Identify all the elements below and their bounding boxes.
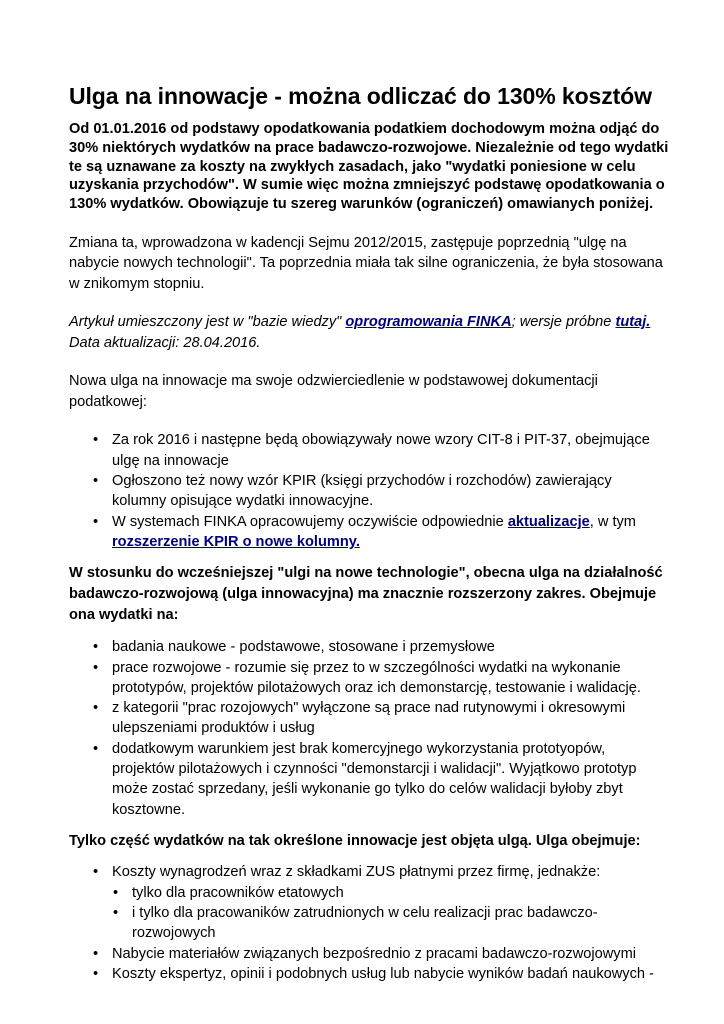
updates-link[interactable]: aktualizacje — [507, 513, 590, 530]
page-title: Ulga na innowacje - można odliczać do 130% kosztów — [69, 83, 652, 109]
article-note-prefix: Artykuł umieszczony jest w "bazie wiedzy" — [69, 314, 346, 331]
trial-versions-link[interactable]: tutaj. — [615, 314, 651, 331]
list-item-text: W systemach FINKA opracowujemy oczywiście odpowiednie — [112, 513, 508, 530]
update-date: Data aktualizacji: 28.04.2016. — [69, 334, 261, 351]
scope-heading: W stosunku do wcześniejszej "ulgi na nowe technologie", obecna ulga na działalność badawczo-rozwojową (ulga innowacyjna) ma znacznie rozszerzony zakres. Obejmuje ona wydatki na: — [69, 565, 663, 624]
article-content — [69, 82, 669, 984]
sub-list-item: • tylko dla pracowników etatowych — [112, 883, 669, 903]
docs-list — [69, 430, 669, 552]
part-list — [69, 862, 669, 984]
intro-paragraph: Zmiana ta, wprowadzona w kadencji Sejmu 2012/2015, zastępuje poprzednią "ulgę na nabycie nowych technologii". Ta poprzednia miała tak silne ograniczenia, że była stosowana w znikomym stopniu. — [69, 234, 663, 292]
article-note-middle: ; wersje próbne — [511, 314, 616, 331]
list-item: • Za rok 2016 i następne będą obowiązywały nowe wzory CIT-8 i PIT-37, obejmujące ulgę na innowacje — [69, 430, 669, 471]
list-item: • badania naukowe - podstawowe, stosowane i przemysłowe — [69, 637, 669, 657]
list-item-text: Koszty wynagrodzeń wraz z składkami ZUS płatnymi przez firmę, jednakże: — [112, 864, 601, 881]
lead-paragraph: Od 01.01.2016 od podstawy opodatkowania podatkiem dochodowym można odjąć do 30% niektórych wydatków na prace badawczo-rozwojowe. Niezależnie od tego wydatki te są uznawane za koszty na zwykłych zasadach, jako "wydatki poniesione w celu uzyskania przychodów". W sumie więc można zmniejszyć podstawę opodatkowania o 130% wydatków. Obowiązuje tu szereg warunków (ograniczeń) omawianych poniżej. — [69, 121, 669, 213]
list-item: • Nabycie materiałów związanych bezpośrednio z pracami badawczo-rozwojowymi — [69, 944, 669, 964]
part-heading: Tylko część wydatków na tak określone innowacje jest objęta ulgą. Ulga obejmuje: — [69, 832, 641, 849]
scope-list — [69, 637, 669, 820]
list-item: • dodatkowym warunkiem jest brak komercyjnego wykorzystania prototyopów, projektów pilotażowych i czynności "demonstarcji i walidacji". Wyjątkowo prototyp może zostać sprzedany, jeśli wykonanie go tylko do celów walidacji byłoby zbyt kosztowne. — [69, 739, 669, 820]
kpir-columns-link[interactable]: rozszerzenie KPIR o nowe kolumny. — [112, 533, 360, 550]
list-item: • prace rozwojowe - rozumie się przez to w szczególności wydatki na wykonanie prototypów, projektów pilotażowych oraz ich demonstarcję, testowanie i walidację. — [69, 658, 669, 699]
list-item: • Koszty ekspertyz, opinii i podobnych usług lub nabycie wyników badań naukowych - — [69, 964, 669, 984]
docs-intro: Nowa ulga na innowacje ma swoje odzwierciedlenie w podstawowej dokumentacji podatkowej: — [69, 373, 598, 410]
article-note — [69, 312, 669, 353]
sub-list — [112, 883, 669, 944]
finka-software-link[interactable]: oprogramowania FINKA — [345, 314, 512, 331]
list-item — [69, 512, 669, 553]
list-item — [69, 862, 669, 943]
list-item: • z kategorii "prac rozojowych" wyłączone są prace nad rutynowymi i okresowymi ulepszeniami produktów i usług — [69, 698, 669, 739]
list-item: • Ogłoszono też nowy wzór KPIR (księgi przychodów i rozchodów) zawierający kolumny opisujące wydatki innowacyjne. — [69, 471, 669, 512]
sub-list-item: • i tylko dla pracowaników zatrudnionych w celu realizacji prac badawczo-rozwojowych — [112, 903, 669, 944]
list-item-text: , w tym — [589, 513, 636, 530]
